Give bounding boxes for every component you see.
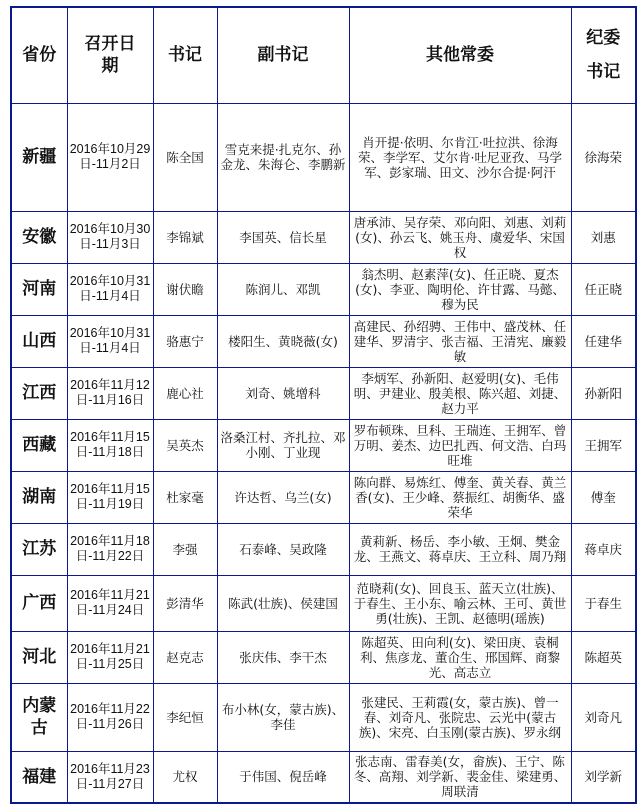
discipline-cell: 刘惠 bbox=[571, 211, 636, 263]
secretary-cell: 李纪恒 bbox=[153, 683, 217, 751]
others-cell: 翁杰明、赵素萍(女)、任正晓、夏杰(女)、李亚、陶明伦、许甘露、马懿、穆为民 bbox=[349, 263, 571, 315]
date-cell: 2016年11月22日-11月26日 bbox=[67, 683, 153, 751]
deputy-cell: 洛桑江村、齐扎拉、邓小刚、丁业现 bbox=[217, 419, 349, 471]
header-deputy: 副书记 bbox=[217, 7, 349, 103]
discipline-cell: 傅奎 bbox=[571, 471, 636, 523]
table-row bbox=[11, 263, 636, 315]
deputy-cell: 石泰峰、吴政隆 bbox=[217, 523, 349, 575]
header-province: 省份 bbox=[11, 7, 67, 103]
table-row bbox=[11, 631, 636, 683]
table-row bbox=[11, 103, 636, 211]
deputy-cell: 雪克来提·扎克尔、孙金龙、朱海仑、李鹏新 bbox=[217, 103, 349, 211]
secretary-cell: 杜家毫 bbox=[153, 471, 217, 523]
table-row bbox=[11, 211, 636, 263]
deputy-cell: 张庆伟、李干杰 bbox=[217, 631, 349, 683]
secretary-cell: 陈全国 bbox=[153, 103, 217, 211]
table-row bbox=[11, 751, 636, 803]
header-row bbox=[11, 7, 636, 103]
others-cell: 张建民、王莉霞(女，蒙古族)、曾一春、刘奇凡、张院忠、云光中(蒙古族)、宋亮、白玉刚(蒙古族)、罗永纲 bbox=[349, 683, 571, 751]
secretary-cell: 谢伏瞻 bbox=[153, 263, 217, 315]
discipline-cell: 刘奇凡 bbox=[571, 683, 636, 751]
discipline-cell: 任正晓 bbox=[571, 263, 636, 315]
date-cell: 2016年10月31日-11月4日 bbox=[67, 315, 153, 367]
discipline-cell: 徐海荣 bbox=[571, 103, 636, 211]
secretary-cell: 骆惠宁 bbox=[153, 315, 217, 367]
province-cell: 河南 bbox=[11, 263, 67, 315]
province-cell: 西藏 bbox=[11, 419, 67, 471]
discipline-cell: 任建华 bbox=[571, 315, 636, 367]
deputy-cell: 陈武(壮族)、侯建国 bbox=[217, 575, 349, 631]
secretary-cell: 吴英杰 bbox=[153, 419, 217, 471]
others-cell: 黄莉新、杨岳、李小敏、王炯、樊金龙、王燕文、蒋卓庆、王立科、周乃翔 bbox=[349, 523, 571, 575]
table-row bbox=[11, 419, 636, 471]
discipline-cell: 孙新阳 bbox=[571, 367, 636, 419]
standing-committee-table bbox=[10, 6, 637, 804]
province-cell: 湖南 bbox=[11, 471, 67, 523]
others-cell: 高建民、孙绍骋、王伟中、盛茂林、任建华、罗清宇、张吉福、王清宪、廉毅敏 bbox=[349, 315, 571, 367]
province-cell: 福建 bbox=[11, 751, 67, 803]
province-cell: 河北 bbox=[11, 631, 67, 683]
deputy-cell: 陈润儿、邓凯 bbox=[217, 263, 349, 315]
date-cell: 2016年11月12日-11月16日 bbox=[67, 367, 153, 419]
date-cell: 2016年11月18日-11月22日 bbox=[67, 523, 153, 575]
discipline-cell: 刘学新 bbox=[571, 751, 636, 803]
discipline-cell: 陈超英 bbox=[571, 631, 636, 683]
others-cell: 李炳军、孙新阳、赵爱明(女)、毛伟明、尹建业、殷美根、陈兴超、刘捷、赵力平 bbox=[349, 367, 571, 419]
date-cell: 2016年10月29日-11月2日 bbox=[67, 103, 153, 211]
discipline-cell: 于春生 bbox=[571, 575, 636, 631]
date-cell: 2016年11月21日-11月24日 bbox=[67, 575, 153, 631]
province-cell: 江苏 bbox=[11, 523, 67, 575]
others-cell: 范晓莉(女)、回良玉、蓝天立(壮族)、于春生、王小东、喻云林、王可、黄世勇(壮族)、王凯、赵德明(瑶族) bbox=[349, 575, 571, 631]
province-cell: 江西 bbox=[11, 367, 67, 419]
header-discipline: 纪委书记 bbox=[571, 7, 636, 103]
secretary-cell: 彭清华 bbox=[153, 575, 217, 631]
header-date: 召开日期 bbox=[67, 7, 153, 103]
others-cell: 陈向群、易炼红、傅奎、黄关春、黄兰香(女)、王少峰、蔡振红、胡衡华、盛荣华 bbox=[349, 471, 571, 523]
province-cell: 内蒙古 bbox=[11, 683, 67, 751]
deputy-cell: 许达哲、乌兰(女) bbox=[217, 471, 349, 523]
table-row bbox=[11, 683, 636, 751]
date-cell: 2016年11月15日-11月19日 bbox=[67, 471, 153, 523]
others-cell: 唐承沛、吴存荣、邓向阳、刘惠、刘莉(女)、孙云飞、姚玉舟、虞爱华、宋国权 bbox=[349, 211, 571, 263]
date-cell: 2016年10月30日-11月3日 bbox=[67, 211, 153, 263]
table-row bbox=[11, 315, 636, 367]
table-row bbox=[11, 523, 636, 575]
others-cell: 张志南、雷春美(女，畲族)、王宁、陈冬、高翔、刘学新、裴金佳、梁建勇、周联清 bbox=[349, 751, 571, 803]
date-cell: 2016年10月31日-11月4日 bbox=[67, 263, 153, 315]
secretary-cell: 李强 bbox=[153, 523, 217, 575]
deputy-cell: 李国英、信长星 bbox=[217, 211, 349, 263]
discipline-cell: 王拥军 bbox=[571, 419, 636, 471]
province-cell: 安徽 bbox=[11, 211, 67, 263]
deputy-cell: 楼阳生、黄晓薇(女) bbox=[217, 315, 349, 367]
province-cell: 新疆 bbox=[11, 103, 67, 211]
secretary-cell: 鹿心社 bbox=[153, 367, 217, 419]
header-others: 其他常委 bbox=[349, 7, 571, 103]
deputy-cell: 布小林(女，蒙古族)、李佳 bbox=[217, 683, 349, 751]
table-row bbox=[11, 367, 636, 419]
secretary-cell: 赵克志 bbox=[153, 631, 217, 683]
others-cell: 肖开提·依明、尔肯江·吐拉洪、徐海荣、李学军、艾尔肯·吐尼亚孜、马学军、彭家瑞、田文、沙尔合提·阿汗 bbox=[349, 103, 571, 211]
date-cell: 2016年11月15日-11月18日 bbox=[67, 419, 153, 471]
table-row bbox=[11, 575, 636, 631]
deputy-cell: 刘奇、姚增科 bbox=[217, 367, 349, 419]
date-cell: 2016年11月21日-11月25日 bbox=[67, 631, 153, 683]
province-cell: 广西 bbox=[11, 575, 67, 631]
others-cell: 罗布顿珠、旦科、王瑞连、王拥军、曾万明、姜杰、边巴扎西、何文浩、白玛旺堆 bbox=[349, 419, 571, 471]
others-cell: 陈超英、田向利(女)、梁田庚、袁桐利、焦彦龙、董仚生、邢国辉、商黎光、高志立 bbox=[349, 631, 571, 683]
secretary-cell: 李锦斌 bbox=[153, 211, 217, 263]
secretary-cell: 尤权 bbox=[153, 751, 217, 803]
province-cell: 山西 bbox=[11, 315, 67, 367]
table-row bbox=[11, 471, 636, 523]
discipline-cell: 蒋卓庆 bbox=[571, 523, 636, 575]
date-cell: 2016年11月23日-11月27日 bbox=[67, 751, 153, 803]
header-secretary: 书记 bbox=[153, 7, 217, 103]
deputy-cell: 于伟国、倪岳峰 bbox=[217, 751, 349, 803]
